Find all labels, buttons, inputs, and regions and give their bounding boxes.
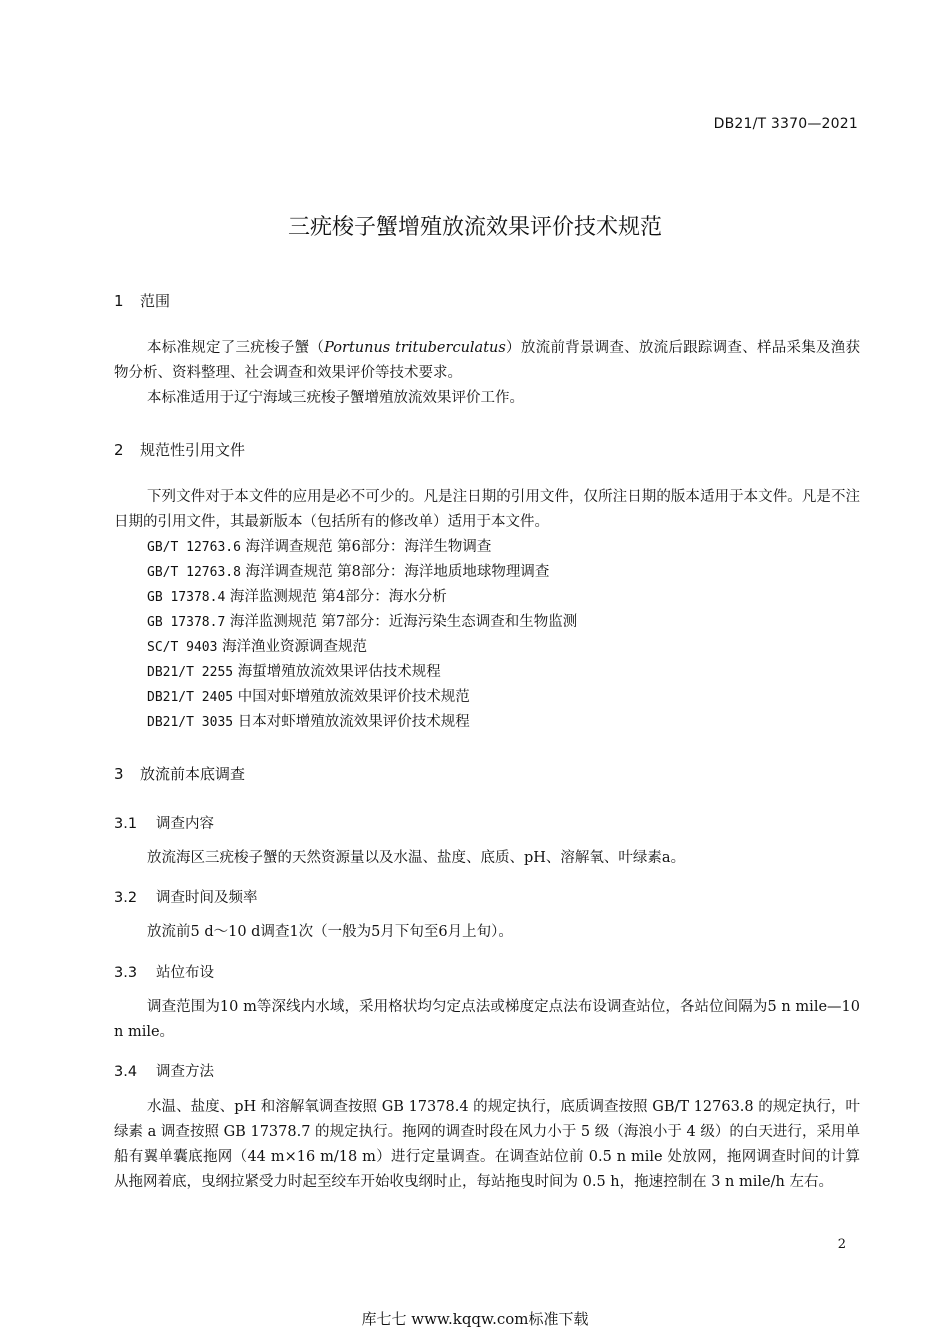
subsection-3-2-heading: 3.2 调查时间及频率 xyxy=(114,890,258,906)
section-2-intro xyxy=(114,485,860,535)
subsection-3-3-heading: 3.3 站位布设 xyxy=(114,965,214,981)
reference-item: DB21/T 2255 海蜇增殖放流效果评估技术规程 xyxy=(147,664,441,680)
page-number: 2 xyxy=(837,1237,846,1252)
latin-name: Portunus trituberculatus xyxy=(324,340,506,356)
paragraph: 放流前5 d～10 d调查1次（一般为5月下旬至6月上旬）。 xyxy=(147,924,513,940)
reference-item: SC/T 9403 海洋渔业资源调查规范 xyxy=(147,639,368,655)
reference-item: GB/T 12763.8 海洋调查规范 第8部分：海洋地质地球物理调查 xyxy=(147,564,550,580)
subsection-3-3-body xyxy=(114,995,860,1045)
section-number: 2 xyxy=(114,441,124,459)
reference-item: GB 17378.7 海洋监测规范 第7部分：近海污染生态调查和生物监测 xyxy=(147,614,578,630)
page-title: 三疣梭子蟹增殖放流效果评价技术规范 xyxy=(287,215,662,240)
subsection-3-4-heading: 3.4 调查方法 xyxy=(114,1064,214,1080)
subsection-3-1-body xyxy=(114,846,860,871)
subsection-3-4-body xyxy=(114,1095,860,1195)
paragraph: 本标准适用于辽宁海域三疣梭子蟹增殖放流效果评价工作。 xyxy=(147,390,524,406)
section-title: 范围 xyxy=(140,292,171,310)
subsection-3-2-body xyxy=(114,920,860,945)
section-2-heading xyxy=(114,439,245,460)
document-number: DB21/T 3370—2021 xyxy=(713,116,858,132)
paragraph: 下列文件对于本文件的应用是必不可少的。凡是注日期的引用文件，仅所注日期的版本适用于本文件。凡是不注日期的引用文件，其最新版本（包括所有的修改单）适用于本文件。 xyxy=(114,489,860,530)
footer-watermark: 库七七 www.kqqw.com标准下载 xyxy=(361,1310,589,1328)
paragraph: 水温、盐度、pH 和溶解氧调查按照 GB 17378.4 的规定执行，底质调查按照 GB/T 12763.8 的规定执行，叶绿素 a 调查按照 GB 17378.7 的规定执行。拖网的调查时段在风力小于 5 级（海浪小于 4 级）的白天进行，采用单船有翼单囊底拖网（44 m×16 m/18 m）进行定量调查。在调查站位前 0.5 n mile 处放网，拖网调查时间的计算从拖网着底，曳纲拉紧受力时起至绞车开始收曳纲时止，每站拖曳时间为 0.5 h，拖速控制在 3 n mile/h 左右。 xyxy=(114,1099,860,1190)
reference-item: DB21/T 3035 日本对虾增殖放流效果评价技术规程 xyxy=(147,714,470,730)
reference-item: GB 17378.4 海洋监测规范 第4部分：海水分析 xyxy=(147,589,447,605)
subsection-3-1-heading: 3.1 调查内容 xyxy=(114,816,214,832)
paragraph: 调查范围为10 m等深线内水域，采用格状均匀定点法或梯度定点法布设调查站位，各站位间隔为5 n mile—10 n mile。 xyxy=(114,999,860,1040)
section-number: 1 xyxy=(114,292,124,310)
reference-list xyxy=(147,535,577,735)
paragraph: 放流海区三疣梭子蟹的天然资源量以及水温、盐度、底质、pH、溶解氧、叶绿素a。 xyxy=(147,850,686,866)
section-number: 3 xyxy=(114,765,124,783)
section-1-heading xyxy=(114,290,170,311)
section-3-heading xyxy=(114,763,245,784)
section-1-body xyxy=(114,336,860,411)
reference-item: GB/T 12763.6 海洋调查规范 第6部分：海洋生物调查 xyxy=(147,539,492,555)
paragraph: 本标准规定了三疣梭子蟹（Portunus trituberculatus）放流前背景调查、放流后跟踪调查、样品采集及渔获物分析、资料整理、社会调查和效果评价等技术要求。 xyxy=(114,340,860,381)
section-title: 放流前本底调查 xyxy=(140,765,246,783)
reference-item: DB21/T 2405 中国对虾增殖放流效果评价技术规范 xyxy=(147,689,470,705)
section-title: 规范性引用文件 xyxy=(140,441,246,459)
